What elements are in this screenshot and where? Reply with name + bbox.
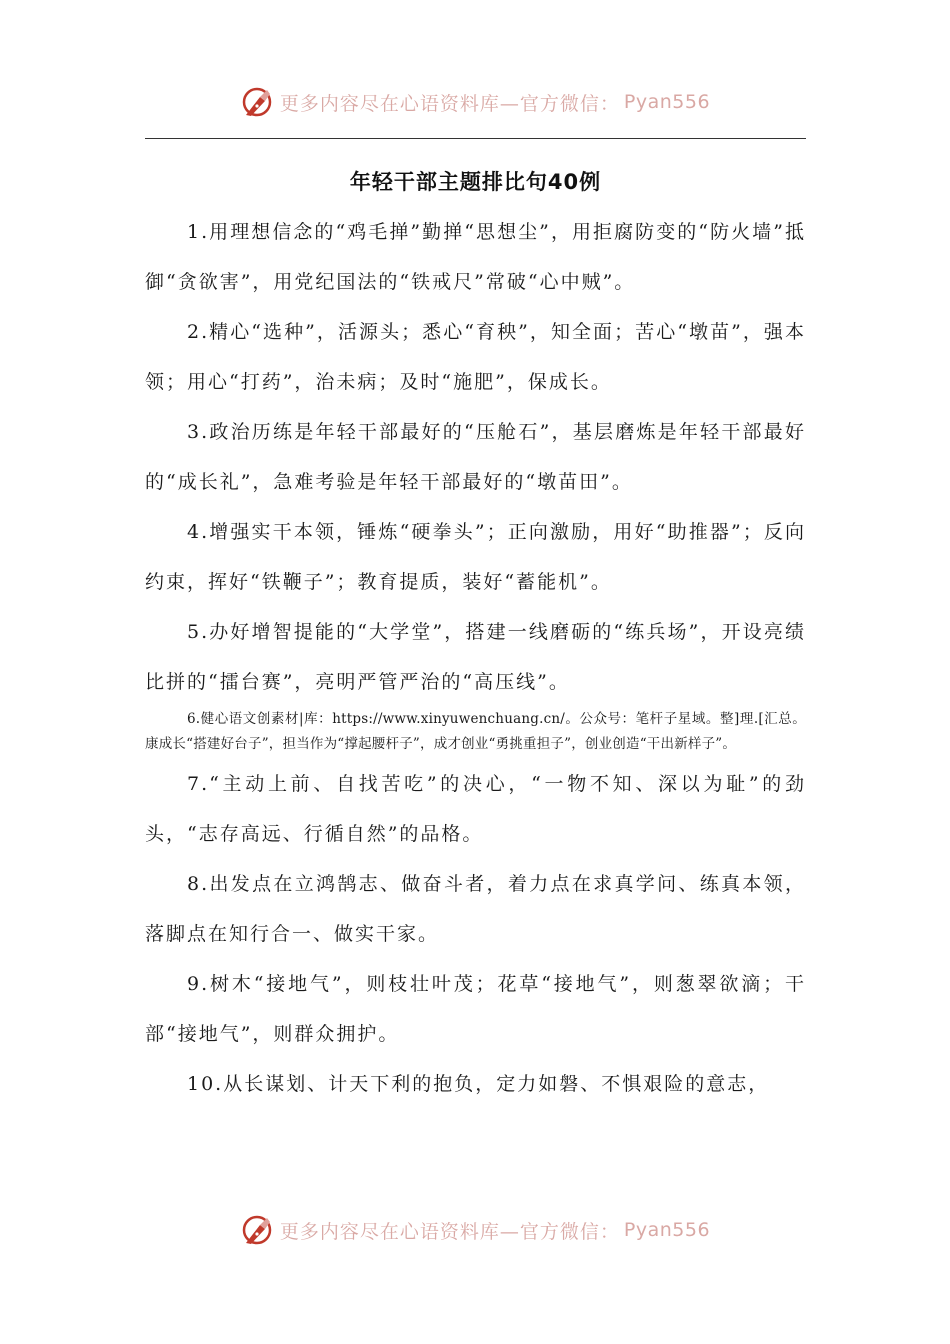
document-title: 年轻干部主题排比句40例: [349, 170, 602, 194]
header-divider: [145, 138, 806, 139]
paragraph-9: 9.树木“接地气”，则枝壮叶茂；花草“接地气”，则葱翠欲滴；干部“接地气”，则群众拥护。: [145, 973, 806, 1045]
pen-nib-logo-icon: [240, 1213, 274, 1247]
banner-text: 更多内容尽在心语资料库—官方微信：: [279, 92, 620, 115]
banner-text: 更多内容尽在心语资料库—官方微信：: [279, 1220, 620, 1243]
paragraph-1: 1.用理想信念的“鸡毛掸”勤掸“思想尘”，用拒腐防变的“防火墙”抵御“贪欲害”，用党纪国法的“铁戒尺”常破“心中贼”。: [145, 221, 806, 293]
paragraph-2: 2.精心“选种”，活源头；悉心“育秧”，知全面；苦心“墩苗”，强本领；用心“打药”，治未病；及时“施肥”，保成长。: [145, 321, 806, 393]
wechat-id: Pyan556: [623, 1219, 711, 1241]
paragraph-7: 7.“主动上前、自找苦吃”的决心，“一物不知、深以为耻”的劲头，“志存高远、行循自然”的品格。: [145, 773, 806, 845]
paragraph-10: 10.从长谋划、计天下利的抱负，定力如磐、不惧艰险的意志，: [187, 1073, 770, 1095]
wechat-id: Pyan556: [623, 91, 711, 113]
header-banner: [0, 80, 950, 124]
paragraph-6-watermark: 6.健心语文创素材|库：https://www.xinyuwenchuang.cn/。公众号：笔杆子星域。整]理.[汇总。康成长“搭建好台子”，担当作为“撑起腰杆子”，成才创业“勇挑重担子”，创业创造“干出新样子”。: [145, 711, 806, 752]
paragraph-5: 5.办好增智提能的“大学堂”，搭建一线磨砺的“练兵场”，开设亮绩比拼的“擂台赛”，亮明严管严治的“高压线”。: [145, 621, 806, 693]
paragraph-8: 8.出发点在立鸿鹄志、做奋斗者，着力点在求真学问、练真本领，落脚点在知行合一、做实干家。: [145, 873, 806, 945]
pen-nib-logo-icon: [240, 85, 274, 119]
paragraph-3: 3.政治历练是年轻干部最好的“压舱石”，基层磨炼是年轻干部最好的“成长礼”，急难考验是年轻干部最好的“墩苗田”。: [145, 421, 806, 493]
paragraph-4: 4.增强实干本领，锤炼“硬拳头”；正向激励，用好“助推器”；反向约束，挥好“铁鞭子”；教育提质，装好“蓄能机”。: [145, 521, 806, 593]
footer-banner: [0, 1208, 950, 1252]
document-body: [145, 207, 806, 1109]
